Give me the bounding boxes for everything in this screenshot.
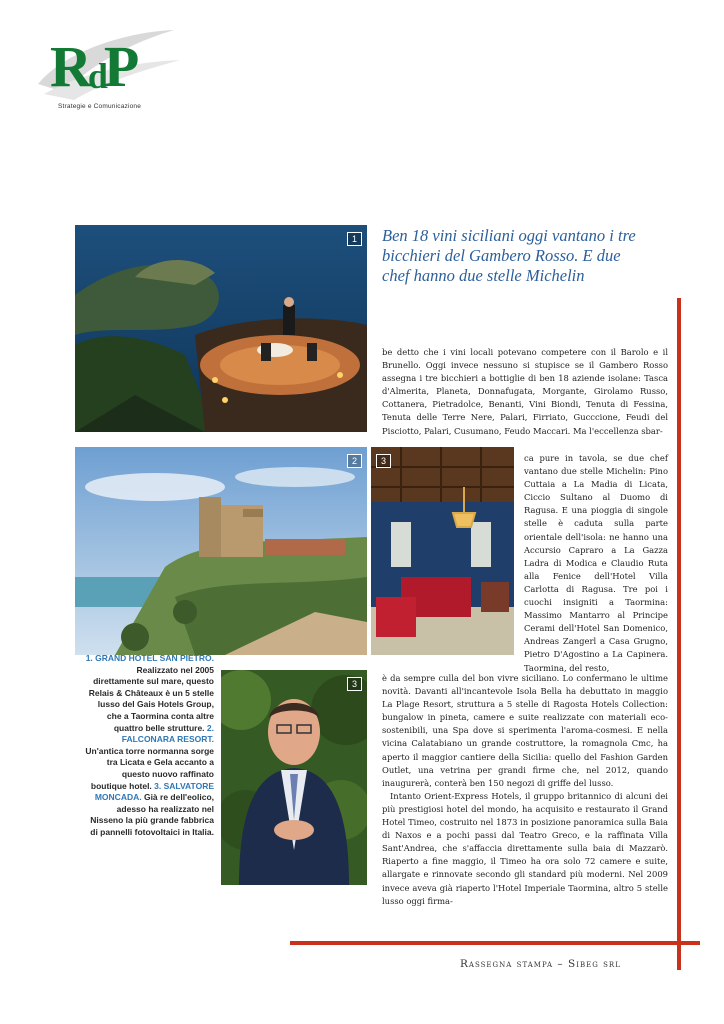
article-headline: Ben 18 vini siciliani oggi vantano i tre bicchieri del Gambero Rosso. E due chef hanno due stelle Michelin (382, 226, 636, 285)
article-paragraph: Intanto Orient-Express Hotels, il gruppo britannico di alcuni dei più prestigiosi hotel del mondo, ha acquisito e restaurato il Grand Hotel Timeo, costruito nel 1873 in posizione panoramica sulla Baia di Naxos e a pochi passi dal Teatro Greco, e la raffinata Villa Sant'Andrea, che s'affaccia direttamente sulla baia di Mazzarò. Riaperto a fine maggio, il Timeo ha ora solo 72 camere e suite, allargate e rinnovate secondo gli standard più moderni. Nel 2009 invece aveva già riaperto l'Hotel Imperiale Taormina, altro 5 stelle lusso oggi firma- (382, 790, 668, 906)
article-column-bottom (382, 672, 668, 908)
photo-captions (84, 653, 214, 839)
photo-salvatore-moncada (221, 670, 367, 885)
logo-letters: RdP (50, 34, 136, 99)
caption-title-2: 2. FALCONARA RESORT. (121, 722, 214, 745)
article-column-side: ca pure in tavola, se due chef vantano due stelle Michelin: Pino Cuttaia a La Madia di Licata, Ciccio Sultano al Duomo di Ragusa. E una pioggia di singole stelle è caduta sulla parte orientale dell'isola: ne hanno una Accursio Capraro a La Gazza Ladra di Modica e Claudio Ruta alla Fenice dell'Hotel Villa Carlotta di Ragusa. Tre poi i cuochi insigniti a Taormina: Massimo Mantarro al Principe Cerami dell'Hotel San Domenico, Andreas Zangerl a Casa Grugno, Pietro D'Agostino a La Capinera. Taormina, del resto, (524, 453, 668, 673)
article-paragraph: è da sempre culla del bon vivre siciliano. Lo confermano le ultime novità. Davanti all'incantevole Isola Bella ha debuttato in maggio La Plage Resort, struttura a 5 stelle di Ragosta Hotels Collection: bungalow in pineta, camere e suite realizzate con materiali eco-sostenibili, una Spa dove si sperimenta l'aroma-cosmesi. E nella vicina Calatabiano un grande costruttore, la romagnola Cmc, ha aperto il maggior cantiere della Sicilia: quello del Fashion Garden Outlet, una vetrina per grandi firme che, nel 2012, quando inaugurerà, conterà ben 150 negozi di griffe del lusso. (382, 673, 668, 788)
photo-grand-hotel-san-pietro (75, 225, 367, 432)
photo-number-badge: 3 (347, 677, 362, 691)
article-column-top: be detto che i vini locali potevano competere con il Barolo e il Brunello. Oggi invece nessuno si stupisce se il Gambero Rosso assegna i tre bicchieri a bottiglie di ben 18 aziende isolane: Tasca d'Almerita, Planeta, Donnafugata, Morgante, Girolamo Russo, Cottanera, Pietradolce, Benanti, Vini Biondi, Tenuta di Fessina, Tenuta delle Terre Nere, Palari, Firriato, Gucccione, Feudi del Pisciotto, Palari, Cusumano, Feudo Maccari. Ma l'eccellenza sbar- (382, 347, 668, 436)
caption-title-1: 1. GRAND HOTEL SAN PIETRO. (85, 653, 214, 663)
caption-text-2: Un'antica torre normanna sorge tra Licata e Gela accanto a questo nuovo raffinato boutique hotel. (85, 745, 214, 791)
photo-number-badge: 1 (347, 232, 362, 246)
photo-hotel-interior (371, 447, 514, 655)
red-horizontal-rule (290, 941, 700, 945)
caption-text-1: Realizzato nel 2005 direttamente sul mare, questo Relais & Châteaux è un 5 stelle lusso del Gais Hotels Group, che a Taormina conta altre quattro belle strutture. (88, 664, 214, 733)
logo (34, 22, 184, 118)
photo-falconara-resort (75, 447, 367, 655)
photo-number-badge: 2 (347, 454, 362, 468)
logo-tagline: Strategie e Comunicazione (58, 103, 142, 110)
photo-number-badge: 3 (376, 454, 391, 468)
caption-title-3: 3. SALVATORE MONCADA. (94, 780, 214, 803)
caption-text-3: Già re dell'eolico, adesso ha realizzato nel Nisseno la più grande fabbrica di pannelli fotovoltaici in Italia. (90, 792, 214, 837)
footer-source: Rassegna stampa – Sibeg srl (460, 958, 621, 970)
red-vertical-rule (677, 298, 681, 970)
